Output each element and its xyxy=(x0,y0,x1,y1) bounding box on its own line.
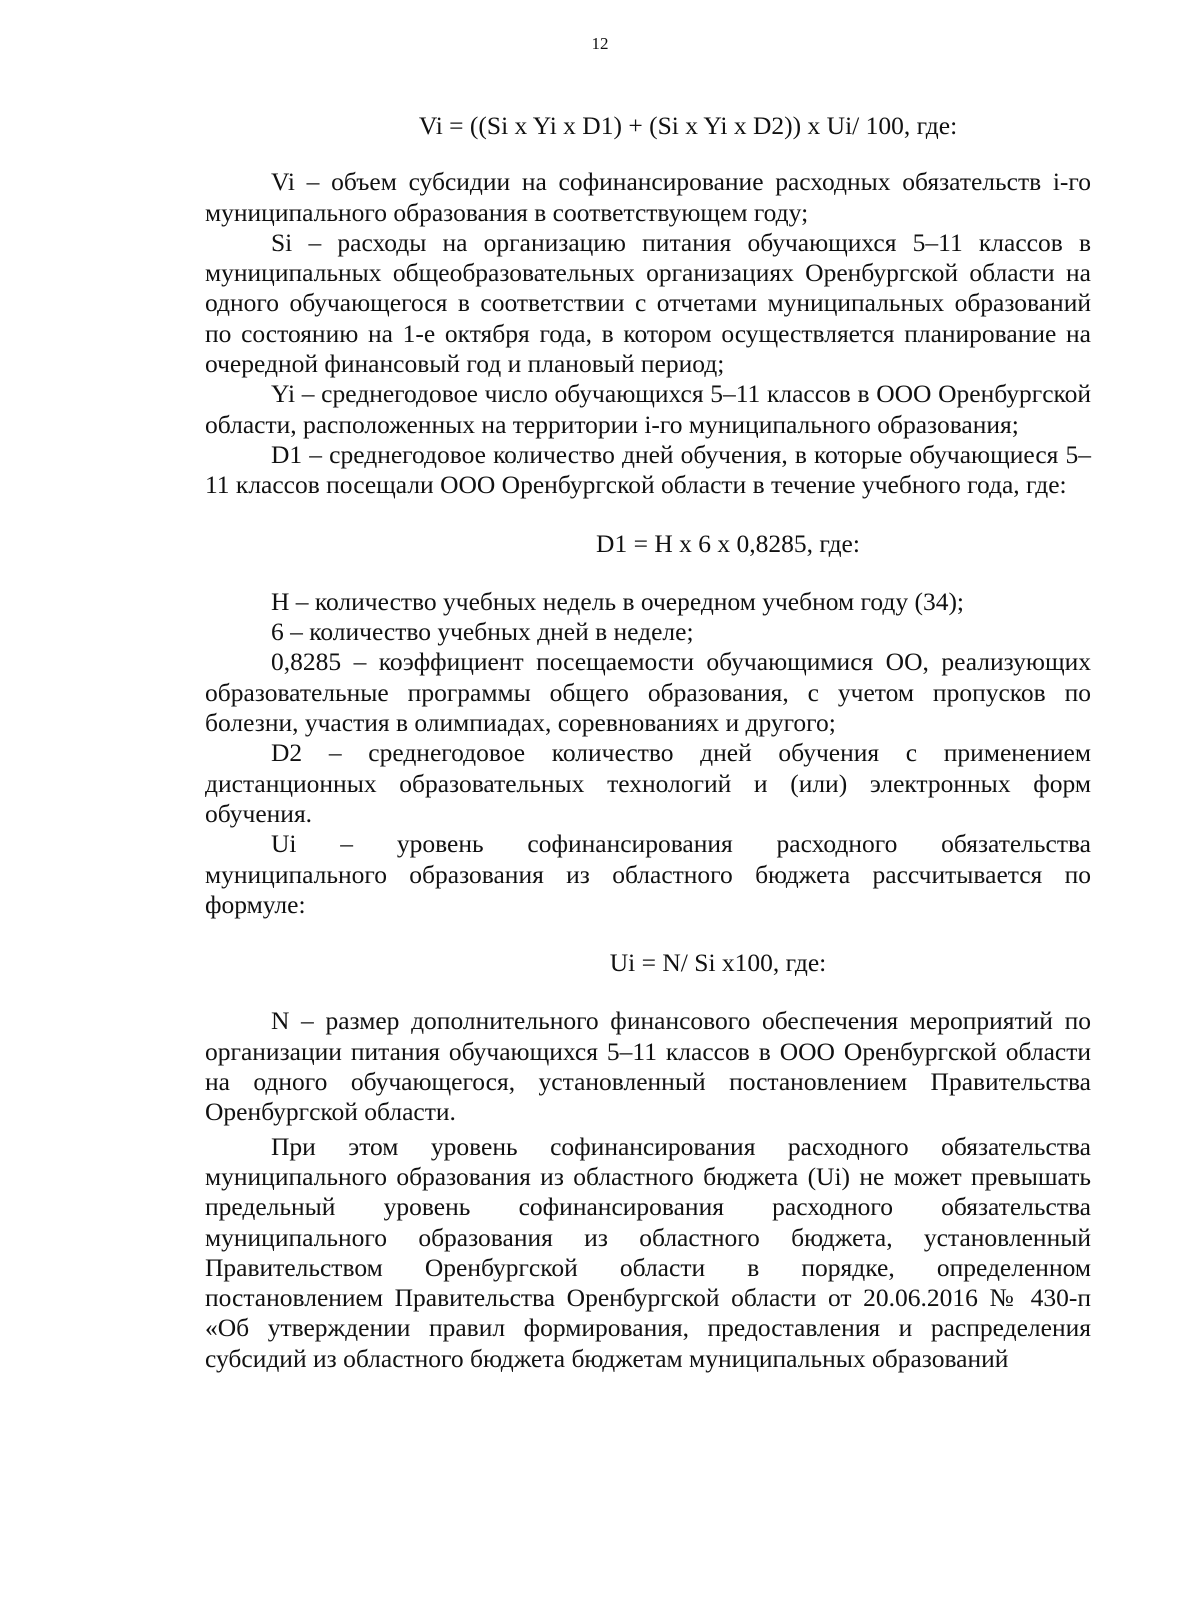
document-body xyxy=(205,111,1091,1374)
paragraph-coefficient-definition: 0,8285 – коэффициент посещаемости обучающимися ОО, реализующих образовательные программы общего образования, с учетом пропусков по болезни, участия в олимпиадах, соревнованиях и другого; xyxy=(205,647,1091,738)
paragraph-ui-definition: Ui – уровень софинансирования расходного обязательства муниципального образования из областного бюджета рассчитывается по формуле: xyxy=(205,829,1091,919)
paragraph-si-definition: Si – расходы на организацию питания обучающихся 5–11 классов в муниципальных общеобразовательных организациях Оренбургской области на одного обучающегося в соответствии с отчетами муниципальных образований по состоянию на 1-е октября года, в котором осуществляется планирование на очередной финансовый год и плановый период; xyxy=(205,227,1091,379)
paragraph-yi-definition: Yi – среднегодовое число обучающихся 5–11 классов в ООО Оренбургской области, расположенных на территории i-го муниципального образования; xyxy=(205,379,1091,439)
formula-d1: D1 = H x 6 x 0,8285, где: xyxy=(596,528,860,558)
paragraph-n-definition: N – размер дополнительного финансового обеспечения мероприятий по организации питания обучающихся 5–11 классов в ООО Оренбургской области на одного обучающегося, установленный постановлением Правительства Оренбургской области. xyxy=(205,1006,1091,1127)
paragraph-d2-definition: D2 – среднегодовое количество дней обучения с применением дистанционных образовательных технологий и (или) электронных форм обучения. xyxy=(205,738,1091,828)
page-number: 12 xyxy=(591,34,609,53)
paragraph-vi-definition: Vi – объем субсидии на софинансирование расходных обязательств i-го муниципального образования в соответствующем году; xyxy=(205,167,1091,227)
formula-ui: Ui = N/ Si x100, где: xyxy=(609,948,827,978)
paragraph-d1-definition: D1 – среднегодовое количество дней обучения, в которые обучающиеся 5–11 классов посещали ООО Оренбургской области в течение учебного года, где: xyxy=(205,439,1091,500)
paragraph-h-definition: H – количество учебных недель в очередном учебном году (34); xyxy=(271,586,965,616)
paragraph-limit: При этом уровень софинансирования расходного обязательства муниципального образования из областного бюджета (Ui) не может превышать предельный уровень софинансирования расходного обязательства муниципального образования из областного бюджета, установленный Правительством Оренбургской области в порядке, определенном постановлением Правительства Оренбургской области от 20.06.2016 № 430-п «Об утверждении правил формирования, предоставления и распределения субсидий из областного бюджета бюджетам муниципальных образований xyxy=(205,1131,1091,1373)
formula-vi: Vi = ((Si x Yi x D1) + (Si x Yi x D2)) x Ui/ 100, где: xyxy=(418,111,958,140)
paragraph-six-definition: 6 – количество учебных дней в неделе; xyxy=(271,617,694,647)
